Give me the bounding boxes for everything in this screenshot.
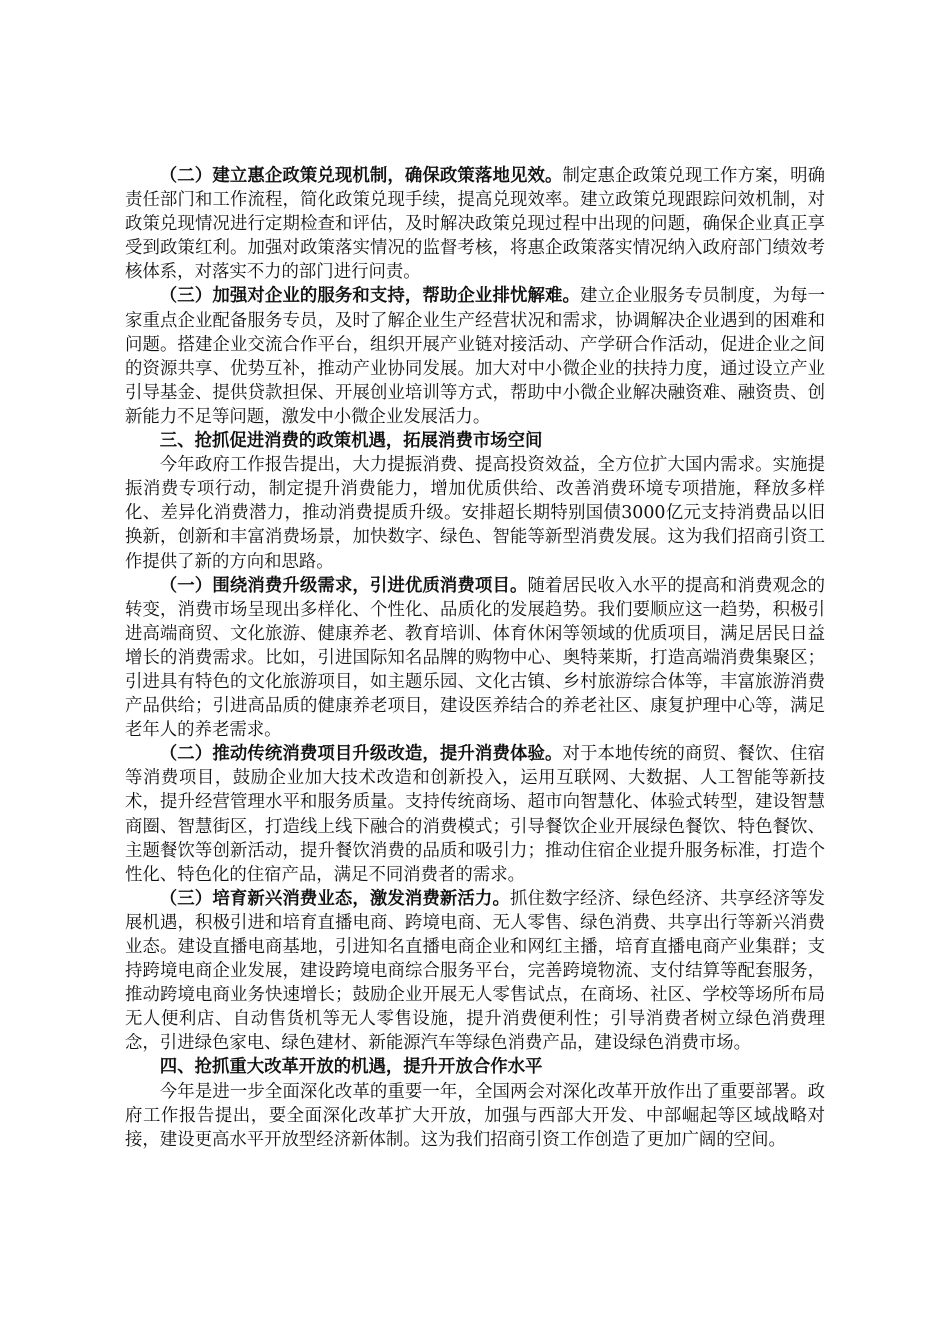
paragraph-lead: （一）围绕消费升级需求，引进优质消费项目。: [159, 575, 528, 596]
paragraph-text: 随着居民收入水平的提高和消费观念的转变，消费市场呈现出多样化、个性化、品质化的发展趋势。我们要顺应这一趋势，积极引进高端商贸、文化旅游、健康养老、教育培训、体育休闲等领域的优质项目，满足居民日益增长的消费需求。比如，引进国际知名品牌的购物中心、奥特莱斯，打造高端消费集聚区；引进具有特色的文化旅游项目，如主题乐园、文化古镇、乡村旅游综合体等，丰富旅游消费产品供给；引进高品质的健康养老项目，建设医养结合的养老社区、康复护理中心等，满足老年人的养老需求。: [125, 575, 825, 741]
paragraph-lead: （二）建立惠企政策兑现机制，确保政策落地见效。: [159, 166, 563, 186]
document-body: [125, 164, 825, 1152]
paragraph-text: 今年是进一步全面深化改革的重要一年，全国两会对深化改革开放作出了重要部署。政府工作报告提出，要全面深化改革扩大开放，加强与西部大开发、中部崛起等区域战略对接，建设更高水平开放型经济新体制。这为我们招商引资工作创造了更加广阔的空间。: [125, 1081, 825, 1150]
paragraph-lead: （二）推动传统消费项目升级改造，提升消费体验。: [159, 744, 563, 765]
section-heading-reform-opening: 四、抢抓重大改革开放的机遇，提升开放合作水平: [159, 1057, 543, 1078]
paragraph-emerging-formats: [125, 887, 825, 1056]
paragraph-reform-intro: [125, 1080, 825, 1152]
paragraph-lead: （三）培育新兴消费业态，激发消费新活力。: [159, 888, 510, 909]
paragraph-text: 今年政府工作报告提出，大力提振消费、提高投资效益，全方位扩大国内需求。实施提振消费专项行动，制定提升消费能力，增加优质供给、改善消费环境专项措施，释放多样化、差异化消费潜力，推动消费提质升级。安排超长期特别国债3000亿元支持消费品以旧换新，创新和丰富消费场景，加快数字、绿色、智能等新型消费发展。这为我们招商引资工作提供了新的方向和思路。: [125, 455, 825, 572]
paragraph-consumption-intro: [125, 453, 825, 573]
paragraph-text: 建立企业服务专员制度，为每一家重点企业配备服务专员，及时了解企业生产经营状况和需求，协调解决企业遇到的困难和问题。搭建企业交流合作平台，组织开展产业链对接活动、产学研合作活动，促进企业之间的资源共享、优势互补，推动产业协同发展。加大对中小微企业的扶持力度，通过设立产业引导基金、提供贷款担保、开展创业培训等方式，帮助中小微企业解决融资难、融资贵、创新能力不足等问题，激发中小微企业发展活力。: [125, 286, 825, 427]
paragraph-traditional-upgrade: [125, 742, 825, 887]
paragraph-text: 抓住数字经济、绿色经济、共享经济等发展机遇，积极引进和培育直播电商、跨境电商、无人零售、绿色消费、共享出行等新兴消费业态。建设直播电商基地，引进知名直播电商企业和网红主播，培育直播电商产业集群；支持跨境电商企业发展，建设跨境电商综合服务平台，完善跨境物流、支付结算等配套服务，推动跨境电商业务快速增长；鼓励企业开展无人零售试点，在商场、社区、学校等场所布局无人便利店、自动售货机等无人零售设施，提升消费便利性；引导消费者树立绿色消费理念，引进绿色家电、绿色建材、新能源汽车等绿色消费产品，建设绿色消费市场。: [125, 888, 825, 1054]
section-heading-consumption: 三、抢抓促进消费的政策机遇，拓展消费市场空间: [159, 431, 543, 452]
paragraph-text: 对于本地传统的商贸、餐饮、住宿等消费项目，鼓励企业加大技术改造和创新投入，运用互联网、大数据、人工智能等新技术，提升经营管理水平和服务质量。支持传统商场、超市向智慧化、体验式转型，建设智慧商圈、智慧街区，打造线上线下融合的消费模式；引导餐饮企业开展绿色餐饮、特色餐饮、主题餐饮等创新活动，提升餐饮消费的品质和吸引力；推动住宿企业提升服务标准，打造个性化、特色化的住宿产品，满足不同消费者的需求。: [125, 744, 825, 885]
paragraph-consumption-upgrade: [125, 574, 825, 743]
paragraph-lead: （三）加强对企业的服务和支持，帮助企业排忧解难。: [159, 286, 580, 307]
paragraph-policy-implementation: [125, 164, 825, 284]
paragraph-enterprise-service: [125, 284, 825, 429]
paragraph-text: 制定惠企政策兑现工作方案，明确责任部门和工作流程，简化政策兑现手续，提高兑现效率。建立政策兑现跟踪问效机制，对政策兑现情况进行定期检查和评估，及时解决政策兑现过程中出现的问题，确保企业真正享受到政策红利。加强对政策落实情况的监督考核，将惠企政策落实情况纳入政府部门绩效考核体系，对落实不力的部门进行问责。: [125, 166, 825, 283]
